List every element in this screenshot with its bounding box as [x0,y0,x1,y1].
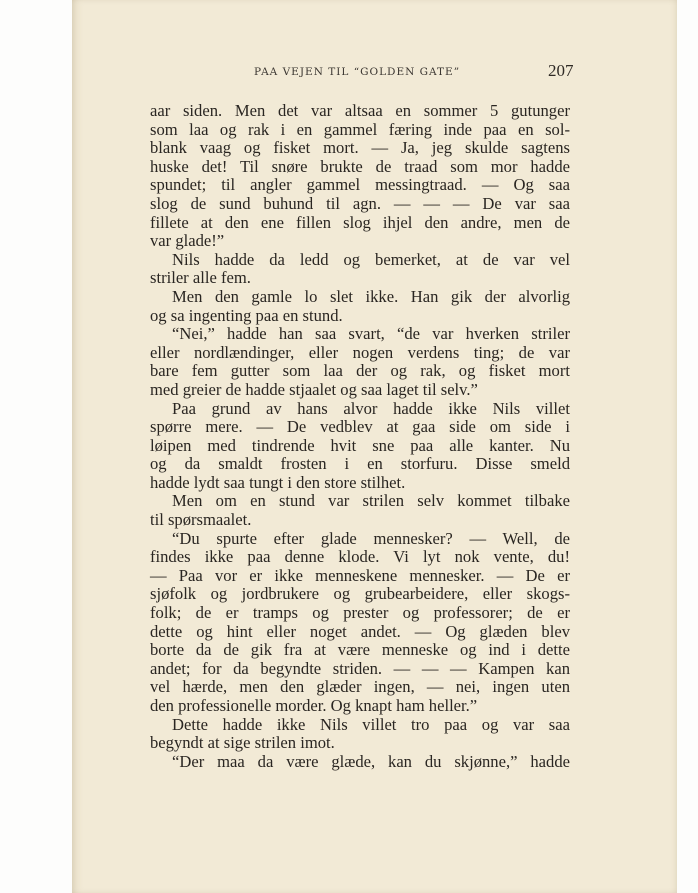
text-line: og da smaldt frosten i en storfuru. Disse smeld [150,454,570,474]
text-line: spundet; til angler gammel messingtraad. — Og saa [150,175,570,195]
text-line: og sa ingenting paa en stund. [150,305,343,325]
text-line: striler alle fem. [150,268,251,288]
text-line: var glade!” [150,231,225,251]
text-line: vel hærde, men den glæder ingen, — nei, ingen uten [150,677,570,697]
text-line: Men om en stund var strilen selv kommet tilbake [172,491,570,511]
text-line: slog de sund buhund til agn. — — — De var saa [150,193,570,213]
body-text [150,102,570,771]
text-line: “Nei,” hadde han saa svart, “de var hverken striler [172,324,570,344]
text-line: til spørsmaalet. [150,510,252,530]
text-line: begyndt at sige strilen imot. [150,733,335,753]
text-line: borte da de gik fra at være menneske og ind i dette [150,640,570,660]
text-line: bare fem gutter som laa der og rak, og fisket mort [150,361,570,381]
text-line: Nils hadde da ledd og bemerket, at de var vel [172,249,570,269]
text-line: som laa og rak i en gammel færing inde paa en sol- [150,119,570,139]
text-line: findes ikke paa denne klode. Vi lyt nok vente, du! [150,547,570,567]
text-line: huske det! Til snøre brukte de traad som mor hadde [150,156,570,176]
text-line: folk; de er tramps og prester og professorer; de er [150,603,570,623]
text-line: fillete at den ene fillen slog ihjel den andre, men de [150,212,570,232]
text-line: Dette hadde ikke Nils villet tro paa og var saa [172,714,570,734]
text-line: “Der maa da være glæde, kan du skjønne,” hadde [172,751,570,771]
text-line: med greier de hadde stjaalet og saa laget til selv.” [150,379,478,399]
text-line: hadde lydt saa tungt i den store stilhet. [150,472,406,492]
text-line: — Paa vor er ikke menneskene mennesker. — De er [150,565,570,585]
text-line: Men den gamle lo slet ikke. Han gik der alvorlig [172,286,570,306]
text-line: aar siden. Men det var altsaa en sommer 5 gutunger [150,101,570,120]
text-line: Paa grund av hans alvor hadde ikke Nils villet [172,398,570,418]
page-header [72,61,677,88]
text-line: løipen med tindrende hvit sne paa alle kanter. Nu [150,435,570,455]
text-line: den professionelle morder. Og knapt ham heller.” [150,696,478,715]
text-line: eller nordlændinger, eller nogen verdens ting; de var [150,342,570,362]
page-number: 207 [548,61,574,80]
text-line: dette og hint eller noget andet. — Og glæden blev [150,621,570,641]
text-line: andet; for da begyndte striden. — — — Kampen kan [150,658,570,678]
text-line: blank vaag og fisket mort. — Ja, jeg skulde sagtens [150,138,570,158]
running-head: PAA VEJEN TIL “GOLDEN GATE” [254,66,461,78]
text-line: sjøfolk og jordbrukere og grubearbeidere, eller skogs- [150,584,570,604]
text-line: “Du spurte efter glade mennesker? — Well, de [172,528,570,548]
text-line: spørre mere. — De vedblev at gaa side om side i [150,417,570,437]
